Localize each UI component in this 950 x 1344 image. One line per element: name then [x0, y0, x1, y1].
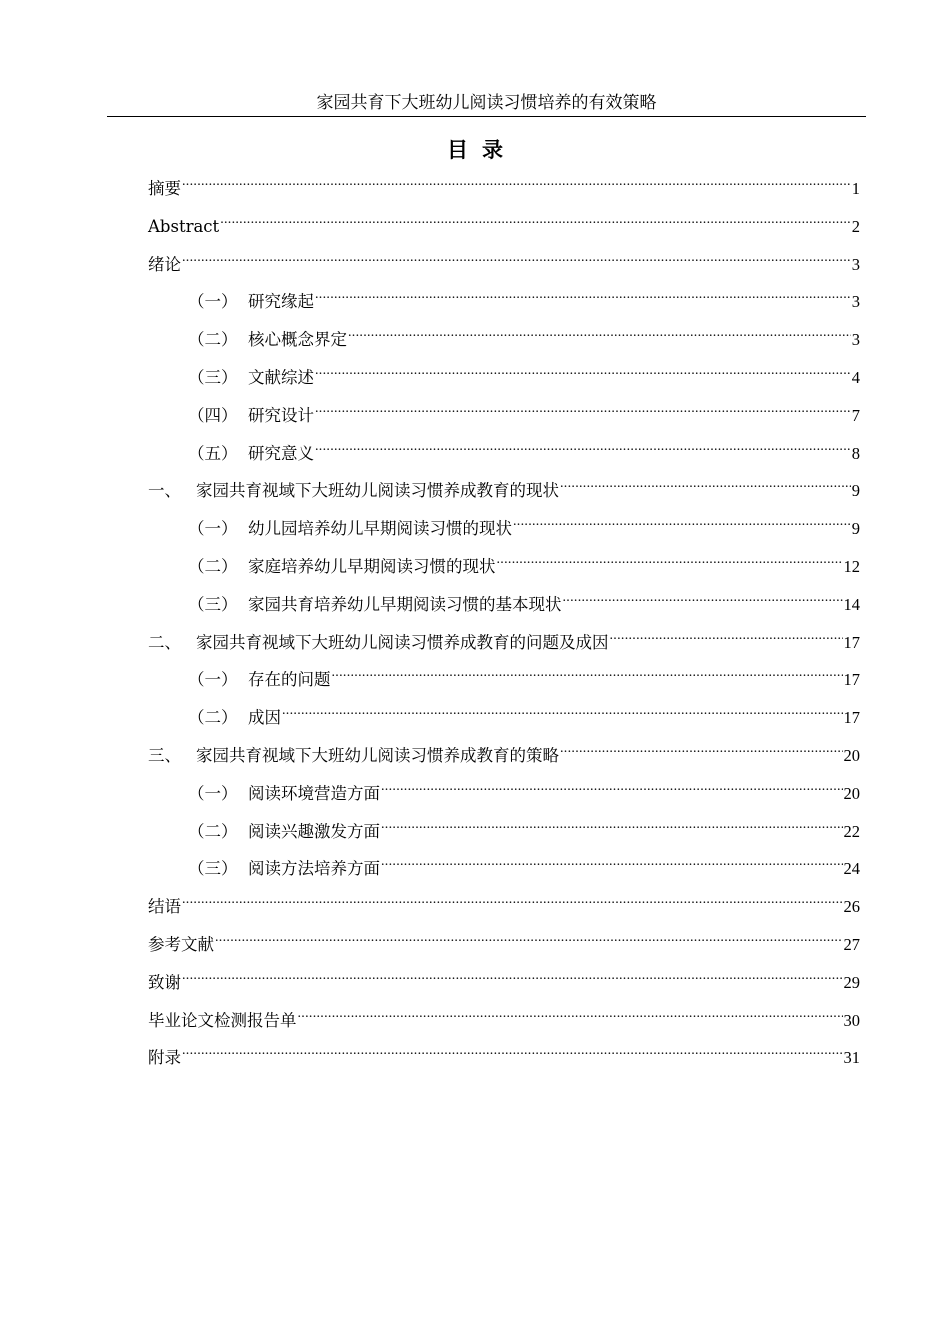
toc-dot-leader — [381, 819, 843, 837]
toc-dot-leader — [315, 403, 851, 421]
toc-entry-page: 12 — [843, 556, 860, 576]
toc-entry-title: 研究意义 — [248, 443, 314, 463]
toc-dot-leader — [315, 365, 851, 383]
toc-entry-page: 3 — [851, 292, 860, 312]
toc-entry-title: 附录 — [148, 1048, 181, 1068]
page-header-title: 家园共育下大班幼儿阅读习惯培养的有效策略 — [316, 93, 657, 113]
table-of-contents — [148, 174, 860, 1081]
toc-entry-page: 20 — [843, 783, 860, 803]
toc-entry[interactable] — [148, 930, 860, 968]
toc-dot-leader — [220, 214, 851, 232]
page-header — [107, 92, 866, 117]
toc-dot-leader — [215, 932, 843, 950]
toc-entry-page: 20 — [843, 745, 860, 765]
toc-entry-number: 一、 — [148, 481, 181, 501]
toc-entry-page: 14 — [843, 594, 860, 614]
toc-entry-number: （一） — [188, 670, 238, 690]
toc-entry-number: （三） — [188, 859, 238, 879]
toc-entry[interactable] — [148, 1043, 860, 1081]
toc-dot-leader — [381, 856, 843, 874]
toc-entry[interactable] — [148, 363, 860, 401]
toc-entry-page: 31 — [843, 1048, 860, 1068]
toc-entry[interactable] — [148, 741, 860, 779]
toc-entry[interactable] — [148, 703, 860, 741]
toc-entry[interactable] — [148, 476, 860, 514]
toc-dot-leader — [315, 289, 851, 307]
toc-dot-leader — [182, 894, 843, 912]
toc-entry-page: 9 — [851, 519, 860, 539]
toc-entry-title: 家园共育视域下大班幼儿阅读习惯养成教育的问题及成因 — [196, 632, 609, 652]
toc-entry[interactable] — [148, 892, 860, 930]
toc-entry-page: 27 — [843, 934, 860, 954]
toc-entry-title: 幼儿园培养幼儿早期阅读习惯的现状 — [248, 519, 512, 539]
toc-entry[interactable] — [148, 817, 860, 855]
toc-entry-number: （四） — [188, 405, 238, 425]
toc-dot-leader — [182, 970, 843, 988]
toc-dot-leader — [182, 1045, 843, 1063]
toc-entry-title: 绪论 — [148, 254, 181, 274]
toc-dot-leader — [497, 554, 843, 572]
toc-entry-page: 8 — [851, 443, 860, 463]
toc-entry-title: 阅读环境营造方面 — [248, 783, 380, 803]
toc-entry-number: （三） — [188, 594, 238, 614]
toc-entry-title: 核心概念界定 — [248, 330, 347, 350]
toc-entry-title: 结语 — [148, 897, 181, 917]
toc-entry-page: 29 — [843, 972, 860, 992]
toc-entry-number: （五） — [188, 443, 238, 463]
toc-entry[interactable] — [148, 552, 860, 590]
toc-dot-leader — [563, 592, 843, 610]
toc-dot-leader — [348, 327, 851, 345]
toc-entry-number: 三、 — [148, 745, 181, 765]
toc-entry-title: 成因 — [248, 708, 281, 728]
toc-entry-number: （一） — [188, 292, 238, 312]
toc-entry-page: 17 — [843, 670, 860, 690]
toc-entry-page: 30 — [843, 1010, 860, 1030]
toc-entry-page: 17 — [843, 708, 860, 728]
toc-entry-title: 研究缘起 — [248, 292, 314, 312]
toc-entry-number: （二） — [188, 821, 238, 841]
toc-dot-leader — [560, 478, 851, 496]
toc-entry-page: 4 — [851, 367, 860, 387]
toc-entry-title: 研究设计 — [248, 405, 314, 425]
toc-entry-title: 毕业论文检测报告单 — [148, 1010, 297, 1030]
toc-entry-title: 致谢 — [148, 972, 181, 992]
toc-entry[interactable] — [148, 287, 860, 325]
toc-entry-title: 家园共育视域下大班幼儿阅读习惯养成教育的策略 — [196, 745, 559, 765]
toc-entry-page: 7 — [851, 405, 860, 425]
toc-dot-leader — [282, 705, 843, 723]
toc-entry-title: 文献综述 — [248, 367, 314, 387]
toc-dot-leader — [315, 441, 851, 459]
toc-entry-title: 参考文献 — [148, 934, 214, 954]
toc-entry[interactable] — [148, 665, 860, 703]
toc-entry-number: （三） — [188, 367, 238, 387]
toc-entry[interactable] — [148, 628, 860, 666]
toc-entry-number: （二） — [188, 330, 238, 350]
toc-entry-title: 阅读方法培养方面 — [248, 859, 380, 879]
toc-entry-page: 3 — [851, 254, 860, 274]
toc-entry-page: 24 — [843, 859, 860, 879]
toc-entry-title: 阅读兴趣激发方面 — [248, 821, 380, 841]
toc-entry-page: 2 — [851, 216, 860, 236]
toc-entry[interactable] — [148, 590, 860, 628]
toc-entry-page: 1 — [851, 179, 860, 198]
toc-dot-leader — [332, 667, 843, 685]
toc-entry-number: （二） — [188, 556, 238, 576]
toc-entry-number: （一） — [188, 519, 238, 539]
toc-entry[interactable] — [148, 514, 860, 552]
toc-entry-title: 存在的问题 — [248, 670, 331, 690]
toc-dot-leader — [610, 630, 843, 648]
toc-entry[interactable] — [148, 212, 860, 250]
toc-entry-page: 9 — [851, 481, 860, 501]
toc-entry[interactable] — [148, 1006, 860, 1044]
toc-entry-number: （二） — [188, 708, 238, 728]
toc-entry[interactable] — [148, 174, 860, 212]
toc-dot-leader — [560, 743, 843, 761]
toc-entry[interactable] — [148, 439, 860, 477]
toc-dot-leader — [182, 252, 851, 270]
toc-entry[interactable] — [148, 779, 860, 817]
toc-entry[interactable] — [148, 325, 860, 363]
toc-entry-page: 26 — [843, 897, 860, 917]
toc-dot-leader — [513, 516, 851, 534]
toc-title: 目录 — [447, 137, 517, 162]
toc-dot-leader — [182, 176, 851, 194]
toc-entry-page: 22 — [843, 821, 860, 841]
toc-entry-title: Abstract — [148, 216, 220, 236]
toc-entry-title: 家园共育视域下大班幼儿阅读习惯养成教育的现状 — [196, 481, 559, 501]
toc-entry-title: 家园共育培养幼儿早期阅读习惯的基本现状 — [248, 594, 562, 614]
toc-dot-leader — [381, 781, 843, 799]
toc-entry-title: 摘要 — [148, 179, 181, 198]
toc-entry-page: 17 — [843, 632, 860, 652]
toc-entry[interactable] — [148, 401, 860, 439]
toc-entry[interactable] — [148, 968, 860, 1006]
toc-entry-number: 二、 — [148, 632, 181, 652]
toc-entry[interactable] — [148, 854, 860, 892]
toc-dot-leader — [298, 1008, 843, 1026]
toc-entry-number: （一） — [188, 783, 238, 803]
toc-entry-title: 家庭培养幼儿早期阅读习惯的现状 — [248, 556, 496, 576]
toc-entry[interactable] — [148, 250, 860, 288]
toc-entry-page: 3 — [851, 330, 860, 350]
